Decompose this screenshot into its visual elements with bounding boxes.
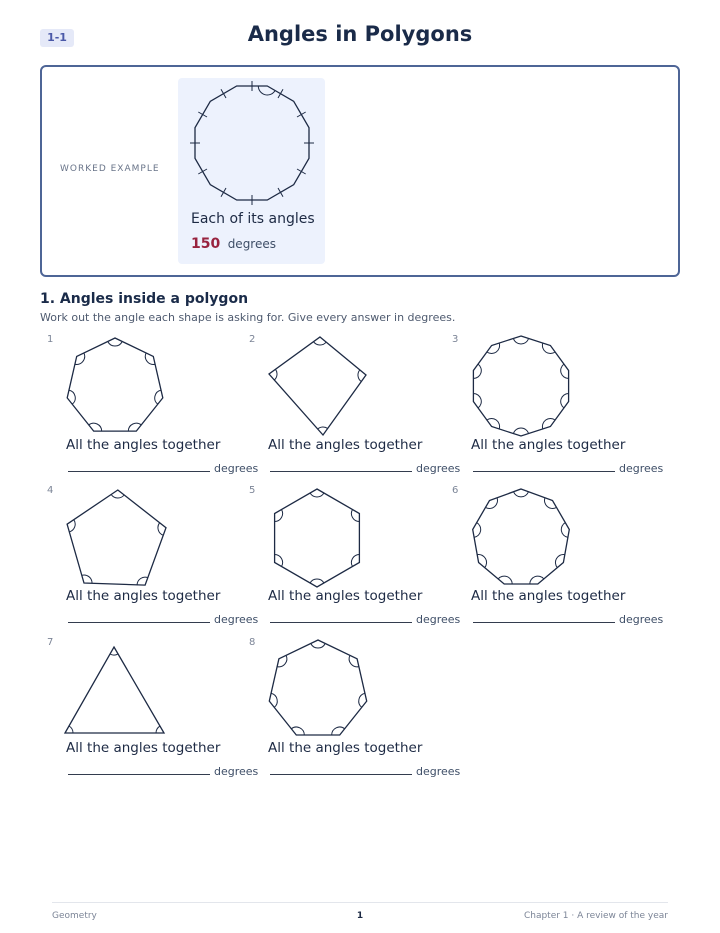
problem-prompt: All the angles together — [268, 437, 423, 453]
equal-side-tick — [278, 89, 283, 98]
decagon-figure — [447, 334, 649, 444]
angle-marks — [274, 342, 361, 429]
equal-side-tick — [278, 188, 283, 197]
problem-7 — [42, 637, 259, 782]
equal-side-tick — [297, 112, 306, 117]
problem-prompt: All the angles together — [66, 437, 221, 453]
problem-prompt: All the angles together — [268, 588, 423, 604]
worked-example-value: 150 — [191, 236, 221, 252]
dodecagon-figure — [178, 78, 325, 208]
problem-8 — [244, 637, 461, 782]
footer-rule — [52, 902, 668, 903]
problem-1 — [42, 334, 259, 479]
angle-marks — [473, 339, 568, 434]
problem-number: 3 — [452, 334, 459, 345]
lesson-badge: 1-1 — [40, 29, 74, 47]
problem-number: 7 — [47, 637, 54, 648]
answer-line[interactable] — [68, 622, 210, 623]
problem-prompt: All the angles together — [268, 740, 423, 756]
unit-label: degrees — [214, 613, 259, 626]
problem-6 — [447, 485, 664, 630]
equal-side-tick — [221, 89, 226, 98]
triangle-figure — [42, 637, 244, 747]
pentagon-figure — [42, 485, 244, 595]
problem-number: 8 — [249, 637, 256, 648]
answer-line[interactable] — [473, 622, 615, 623]
unit-label: degrees — [214, 462, 259, 475]
heptagon-figure — [42, 334, 244, 444]
problem-number: 5 — [249, 485, 256, 496]
unit-label: degrees — [416, 765, 461, 778]
equal-side-tick — [198, 112, 207, 117]
equal-side-tick — [297, 169, 306, 174]
polygon-outline — [269, 640, 366, 735]
hexagon-figure — [244, 485, 446, 595]
answer-line[interactable] — [270, 471, 412, 472]
nonagon-figure — [447, 485, 649, 595]
unit-label: degrees — [619, 613, 664, 626]
equal-side-tick — [198, 169, 207, 174]
problem-prompt: All the angles together — [471, 588, 626, 604]
answer-line[interactable] — [68, 471, 210, 472]
unit-label: degrees — [416, 462, 461, 475]
footer-page-number: 1 — [356, 911, 364, 921]
problem-prompt: All the angles together — [66, 588, 221, 604]
section-title: 1. Angles inside a polygon — [40, 291, 249, 307]
problem-number: 6 — [452, 485, 459, 496]
problem-number: 1 — [47, 334, 54, 345]
quadrilateral-figure — [244, 334, 446, 444]
unit-label: degrees — [214, 765, 259, 778]
problem-3 — [447, 334, 664, 479]
worked-example-unit: degrees — [227, 237, 276, 251]
polygon-outline — [473, 489, 570, 584]
footer-chapter: Chapter 1 · A review of the year — [523, 911, 668, 921]
worked-example-card — [178, 78, 325, 264]
answer-line[interactable] — [270, 622, 412, 623]
answer-line[interactable] — [68, 774, 210, 775]
worked-example-box — [40, 65, 680, 277]
heptagon-figure — [244, 637, 446, 747]
problem-prompt: All the angles together — [471, 437, 626, 453]
page-title: Angles in Polygons — [247, 22, 473, 46]
problem-prompt: All the angles together — [66, 740, 221, 756]
equal-side-tick — [221, 188, 226, 197]
unit-label: degrees — [619, 462, 664, 475]
polygon-outline — [269, 337, 366, 435]
polygon-outline — [67, 490, 166, 585]
problem-5 — [244, 485, 461, 630]
worked-example-answer — [191, 236, 276, 252]
polygon-outline — [65, 647, 164, 733]
problem-4 — [42, 485, 259, 630]
answer-line[interactable] — [473, 471, 615, 472]
polygon-outline — [473, 336, 568, 436]
polygon-outline — [67, 338, 163, 431]
answer-line[interactable] — [270, 774, 412, 775]
worked-example-label: WORKED EXAMPLE — [60, 164, 160, 174]
angle-marks — [69, 495, 163, 585]
footer-subject: Geometry — [52, 911, 97, 921]
worked-example-caption: Each of its angles — [191, 211, 315, 227]
polygon-outline — [275, 489, 360, 587]
section-instructions: Work out the angle each shape is asking for. Give every answer in degrees. — [40, 311, 456, 324]
problem-number: 4 — [47, 485, 54, 496]
angle-marks — [69, 654, 160, 733]
unit-label: degrees — [416, 613, 461, 626]
problem-2 — [244, 334, 461, 479]
problem-number: 2 — [249, 334, 256, 345]
